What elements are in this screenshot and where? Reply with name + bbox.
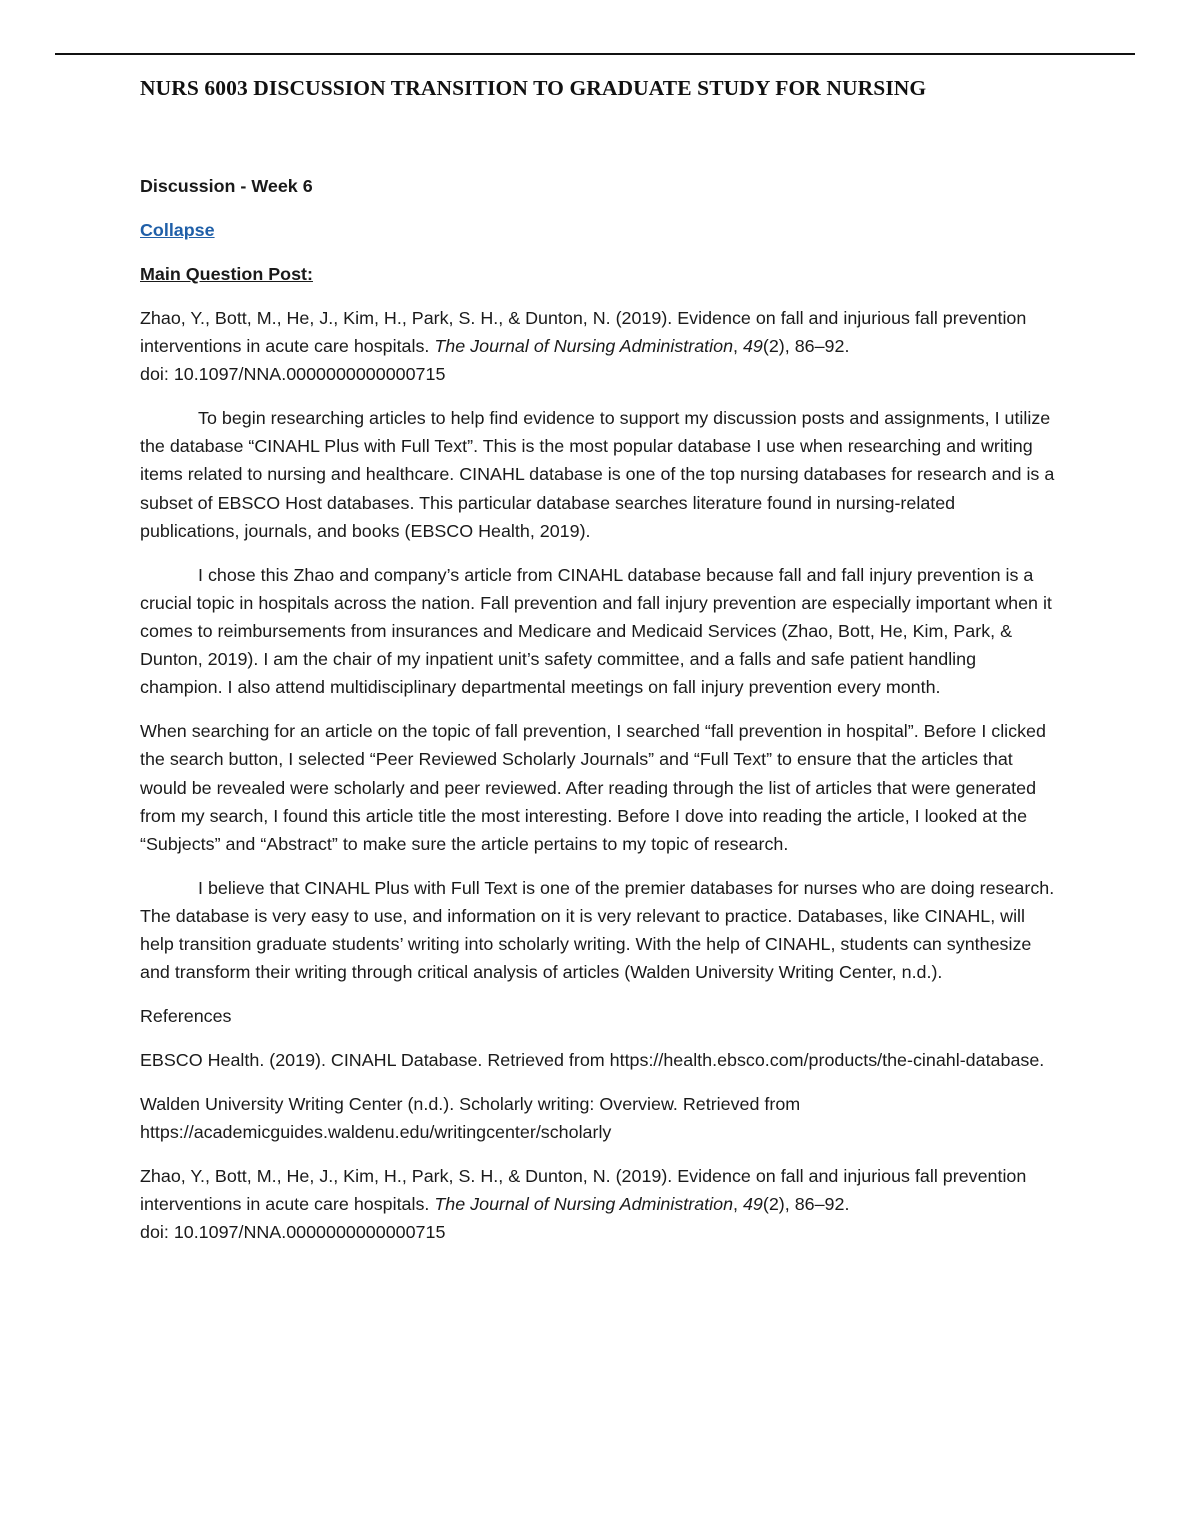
reference-3-sep: , (733, 1194, 743, 1215)
collapse-link-row (140, 216, 1055, 244)
reference-3-issue-pages: (2), 86–92. (762, 1194, 850, 1215)
references-heading: References (140, 1006, 232, 1027)
reference-3-doi: doi: 10.1097/NNA.0000000000000715 (140, 1222, 446, 1243)
reference-2 (140, 1090, 1055, 1146)
collapse-link[interactable]: Collapse (140, 220, 215, 241)
citation-top-volume: 49 (742, 336, 763, 356)
reference-1: EBSCO Health. (2019). CINAHL Database. Retrieved from https://health.ebsco.com/products/the-cinahl-database. (140, 1050, 1045, 1071)
reference-3-journal: The Journal of Nursing Administration (434, 1194, 734, 1215)
reference-3-authors: Zhao, Y., Bott, M., He, J., Kim, H., Park, S. H., & Dunton, N. (2019). Evidence on fall and injurious fall prevention interventions in acute care hospitals. (140, 1165, 1027, 1215)
document-body (140, 172, 1055, 1262)
top-horizontal-rule (55, 53, 1135, 55)
citation-top-journal: The Journal of Nursing Administration (434, 336, 734, 356)
main-question-label: Main Question Post: (140, 264, 313, 284)
reference-3-volume: 49 (742, 1194, 763, 1215)
paragraph-1: To begin researching articles to help find evidence to support my discussion posts and assignments, I utilize the database “CINAHL Plus with Full Text”. This is the most popular database I use when researching and writing items related to nursing and healthcare. CINAHL database is one of the top nursing databases for research and is a subset of EBSCO Host databases. This particular database searches literature found in nursing-related publications, journals, and books (EBSCO Health, 2019). (140, 408, 1055, 541)
paragraph-2: I chose this Zhao and company’s article from CINAHL database because fall and fall injury prevention is a crucial topic in hospitals across the nation. Fall prevention and fall injury prevention are especially important when it comes to reimbursements from insurances and Medicare and Medicaid Services (Zhao, Bott, He, Kim, Park, & Dunton, 2019). I am the chair of my inpatient unit’s safety committee, and a falls and safe patient handling champion. I also attend multidisciplinary departmental meetings on fall injury prevention every month. (140, 564, 1052, 698)
main-question-row (140, 260, 1055, 288)
reference-3 (140, 1162, 1055, 1247)
citation-top-sep: , (733, 336, 743, 356)
discussion-heading: Discussion - Week 6 (140, 176, 313, 196)
citation-top-issue-pages: (2), 86–92. (762, 336, 850, 356)
paragraph-4: I believe that CINAHL Plus with Full Text is one of the premier databases for nurses who are doing research. The database is very easy to use, and information on it is very relevant to practice. Databases, like CINAHL, will help transition graduate students’ writing into scholarly writing. With the help of CINAHL, students can synthesize and transform their writing through critical analysis of articles (Walden University Writing Center, n.d.). (140, 877, 1055, 983)
citation-top-authors: Zhao, Y., Bott, M., He, J., Kim, H., Park, S. H., & Dunton, N. (2019). Evidence on fall and injurious fall prevention interventions in acute care hospitals. (140, 307, 1027, 356)
citation-top (140, 304, 1055, 389)
citation-top-doi: doi: 10.1097/NNA.0000000000000715 (140, 364, 446, 385)
paragraph-3: When searching for an article on the topic of fall prevention, I searched “fall prevention in hospital”. Before I clicked the search button, I selected “Peer Reviewed Scholarly Journals” and “Full Text” to ensure that the articles that would be revealed were scholarly and peer reviewed. After reading through the list of articles that were generated from my search, I found this article title the most interesting. Before I dove into reading the article, I looked at the “Subjects” and “Abstract” to make sure the article pertains to my topic of research. (140, 721, 1046, 855)
reference-2-line-2: https://academicguides.waldenu.edu/writingcenter/scholarly (140, 1122, 612, 1143)
document-title: NURS 6003 DISCUSSION TRANSITION TO GRADUATE STUDY FOR NURSING (140, 76, 927, 100)
reference-2-line-1: Walden University Writing Center (n.d.). Scholarly writing: Overview. Retrieved from (140, 1093, 801, 1114)
